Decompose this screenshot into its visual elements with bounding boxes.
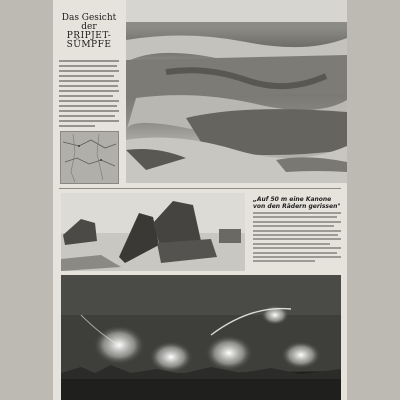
article-headline [59,14,119,50]
night-artillery-photo [61,275,341,400]
article-2-headline: „Auf 50 m eine Kanone von den Rädern gerissen" [253,196,341,210]
article-body-text [59,60,119,124]
swamp-landscape-photo [126,0,347,183]
headline-line-4: SÜMPFE [66,40,112,50]
magazine-page [53,0,347,400]
destroyed-vehicles-photo [61,193,245,271]
headline-line-1: Das Gesicht [61,13,117,23]
article-2-body-text [253,212,341,265]
headline-line-2: der [81,22,97,32]
map-image [60,131,119,184]
headline-line-3: PRIPJET- [66,31,112,41]
section-divider [59,188,341,189]
